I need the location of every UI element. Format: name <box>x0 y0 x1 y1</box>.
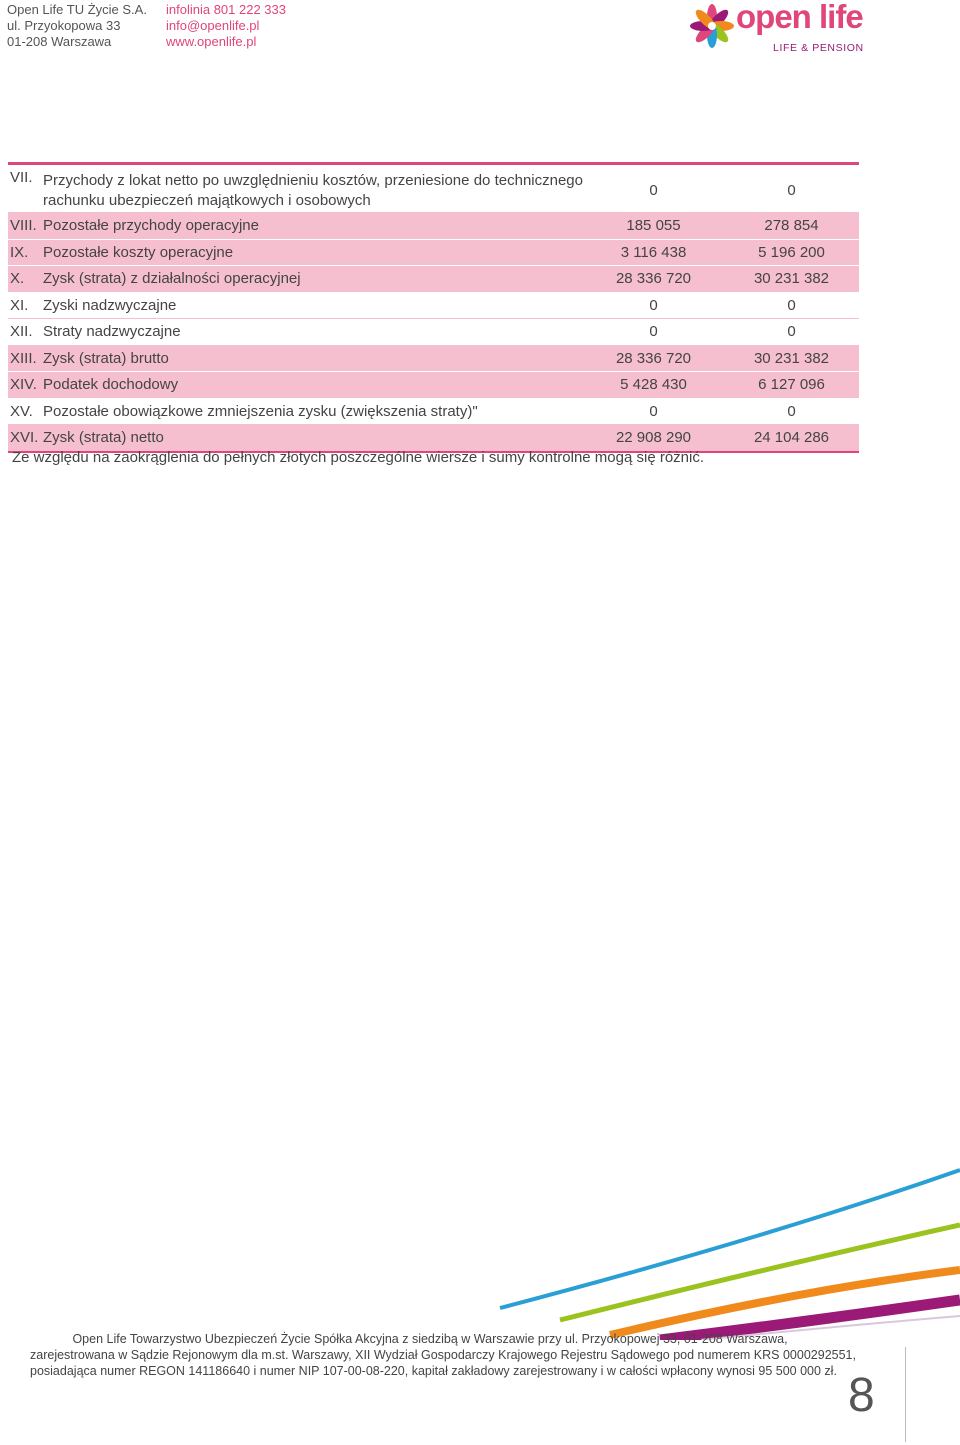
row-number: VII. <box>10 169 33 186</box>
row-value-previous: 30 231 382 <box>753 270 830 287</box>
table-row <box>8 293 859 320</box>
row-label: Pozostałe przychody operacyjne <box>43 217 259 234</box>
row-value-previous: 6 127 096 <box>758 376 825 393</box>
footer-legal <box>30 1331 856 1379</box>
row-number: X. <box>10 270 25 287</box>
row-label: Zysk (strata) z działalności operacyjnej <box>43 270 301 287</box>
row-label: Pozostałe obowiązkowe zmniejszenia zysku (zwiększenia straty)" <box>43 402 478 420</box>
row-number: XV. <box>10 402 33 420</box>
row-label: Podatek dochodowy <box>43 376 179 393</box>
email-link[interactable]: info@openlife.pl <box>166 18 260 33</box>
footer-line: posiadająca numer REGON 141186640 i numer NIP 107-00-08-220, kapitał zakładowy zarejestrowany i w całości wpłacony wynosi 95 500 000 zł. <box>30 1364 837 1378</box>
company-city: 01-208 Warszawa <box>7 34 112 49</box>
table-row <box>8 213 859 240</box>
row-value-current: 22 908 290 <box>615 429 692 446</box>
row-value-previous: 30 231 382 <box>753 349 830 367</box>
row-label: Zysk (strata) netto <box>43 429 164 446</box>
row-label: Pozostałe koszty operacyjne <box>43 243 234 261</box>
row-number: XVI. <box>10 429 39 446</box>
page-divider <box>905 1347 906 1442</box>
row-value-previous: 278 854 <box>764 217 819 234</box>
row-value-previous: 5 196 200 <box>758 243 825 261</box>
row-value-current: 28 336 720 <box>615 349 692 367</box>
hotline[interactable]: infolinia 801 222 333 <box>166 2 286 17</box>
header-contact <box>166 2 286 50</box>
row-value-current: 0 <box>649 296 658 314</box>
row-value-current: 3 116 438 <box>620 243 687 261</box>
row-label: Zyski nadzwyczajne <box>43 296 177 314</box>
row-value-current: 5 428 430 <box>620 376 687 393</box>
open-life-logo[interactable] <box>690 2 880 56</box>
logo-tagline: LIFE & PENSION <box>773 42 864 54</box>
row-value-current: 28 336 720 <box>615 270 692 287</box>
logo-wordmark: open life <box>736 0 863 35</box>
row-value-current: 0 <box>649 402 658 420</box>
footer-line: Open Life Towarzystwo Ubezpieczeń Życie Spółka Akcyjna z siedzibą w Warszawie przy ul. Przyokopowej 33, 01-208 Warszawa, <box>72 1332 788 1346</box>
row-number: XII. <box>10 323 33 340</box>
website-link[interactable]: www.openlife.pl <box>166 34 257 49</box>
row-value-previous: 0 <box>787 182 796 199</box>
table-row <box>8 319 859 346</box>
rounding-note: Ze względu na zaokrąglenia do pełnych złotych poszczególne wiersze i sumy kontrolne mogą się różnić. <box>12 449 705 466</box>
row-number: IX. <box>10 243 29 261</box>
decorative-waves <box>0 1130 960 1340</box>
table-row <box>8 165 859 213</box>
financial-table <box>8 162 859 453</box>
table-row <box>8 372 859 399</box>
row-number: XIII. <box>10 349 37 367</box>
company-name: Open Life TU Życie S.A. <box>7 2 147 17</box>
table-row <box>8 266 859 293</box>
page-number: 8 <box>848 1369 875 1422</box>
row-number: XI. <box>10 296 29 314</box>
row-value-current: 185 055 <box>626 217 681 234</box>
table-row <box>8 346 859 373</box>
company-street: ul. Przyokopowa 33 <box>7 18 121 33</box>
row-number: XIV. <box>10 376 37 393</box>
header-company-address <box>7 2 147 50</box>
row-label: Przychody z lokat netto po uwzględnieniu kosztów, przeniesione do technicznego rachunku ubezpieczeń majątkowych i osobowych <box>43 172 583 209</box>
row-value-previous: 24 104 286 <box>753 429 830 446</box>
row-label: Zysk (strata) brutto <box>43 349 169 367</box>
row-value-current: 0 <box>649 323 658 340</box>
table-row <box>8 399 859 426</box>
footer-line: zarejestrowana w Sądzie Rejonowym dla m.st. Warszawy, XII Wydział Gospodarczy Krajowego Rejestru Sądowego pod numerem KRS 0000292551, <box>30 1348 856 1362</box>
flower-icon <box>690 4 734 48</box>
row-value-current: 0 <box>649 182 658 199</box>
row-label: Straty nadzwyczajne <box>43 323 181 340</box>
row-number: VIII. <box>10 217 37 234</box>
row-value-previous: 0 <box>787 296 796 314</box>
row-value-previous: 0 <box>787 402 796 420</box>
table-row <box>8 240 859 267</box>
row-value-previous: 0 <box>787 323 796 340</box>
